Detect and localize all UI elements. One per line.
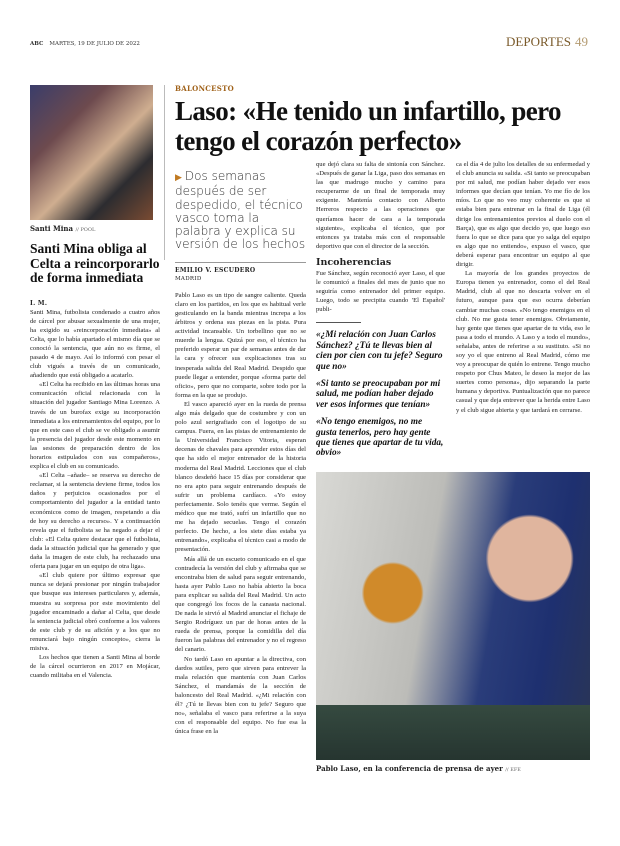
paragraph: «El Celta –añade– se reserva su derecho de reclamar, si la sentencia deviene firme, todos los daños y perjuicios ocasionados por el comportamiento del jugador a la entidad tanto económicos como de imagen, respetando a día de hoy su derecho a recurso». Y a continuación revela que el futbolista se ha negado a dejar el club: «El Celta quiere destacar que el futbolista, dada la situación judicial que ha generado y que daña la imagen de este club, ha rechazado una oferta para jugar en un equipo de otra liga». [30,472,160,571]
headline: Laso: «He tenido un infartillo, pero tengo el corazón perfecto» [175,96,561,156]
subheading: Incoherencias [316,256,392,268]
main-right-area [316,160,590,775]
main-article [175,84,590,775]
main-body-col-2 [175,291,306,737]
side-article-body [30,308,160,681]
pull-quote: «Si tanto se preocupaban por mi salud, me podían haber dejado ver esos informes que tenían» [316,379,441,410]
paragraph: Pablo Laso es un tipo de sangre caliente. Queda claro en los partidos, en los que es habitual verle gesticulando en la banda mientras increpa a los árbitros y ordena sus piezas en la pista. Pura actividad incansable. Un torbellino que no se muerde la lengua. Quizá por eso, el técnico ha preferido esperar un par de semanas antes de dar la cara y ofrecer sus explicaciones tras su inesperada salida del Real Madrid. Despido que puede llegar a entender, porque «forma parte del oficio», pero que no comparte, sobre todo por la forma en la que se produjo. [175,291,306,399]
side-article-title: Santi Mina obliga al Celta a reincorporarlo de forma inmediata [30,241,160,285]
location: MADRID [175,275,202,282]
byline: EMILIO V. ESCUDERO [175,266,256,274]
side-article [30,85,160,680]
page-header-left [30,41,140,47]
main-body-col-3 [316,160,445,314]
subtitle: ▶ Dos semanas después de ser despedido, el técnico vasco toma la palabra y explica su versión de los hechos [175,169,306,252]
paragraph: «El Celta ha recibido en las últimas horas una comunicación oficial relacionada con la situación del jugador Santiago Mina Lorenzo. A través de un burofax exige su incorporación inmediata a los entrenamientos del equipo, por lo que en este caso el club se ve obligado a asumir la presencia del jugador desde este momento en las sesiones de preparación dentro de los horarios estipulados con sus compañeros», explica el club en su comunicado. [30,381,161,471]
paragraph: que dejó clara su falta de sintonía con Sánchez. «Después de ganar la Liga, paso dos semanas en las que madrugo mucho y camino para recuperarme de un final de temporada muy exigente. Mantenía contacto con Alberto Herreros respecto a las operaciones que queríamos hacer de cara a la temporada siguiente», explicaba el técnico, que por entonces ya trataba más con el responsable deportivo que con el director de la sección. [316,161,445,250]
side-author: I. M. [30,299,48,307]
paragraph: Los hechos que tienen a Santi Mina al borde de la cárcel ocurrieron en 2017 en Mojácar, cuando militaba en el Valencia. [30,654,160,680]
arrow-icon: ▶ [175,173,182,183]
page-header-right [506,34,588,50]
main-col-2 [175,160,306,775]
paragraph: ca el día 4 de julio los detalles de su enfermedad y el club anuncia su salida. «Si tanto se preocupaban por mi salud, me podían haber dejado ver esos informes que decían que tenían. Yo me fío de los míos. Lo que no veo muy coherente es que si estaba bien para entrenar en la final de Liga (él dirige los entrenamientos previos al duelo con el Barça), que es algo que decido yo, que luego eso fuera lo que se dice para que yo salga del equipo es algo que no entiendo», expuso el vasco, que deberá esperar para encontrar un equipo al que dirigir. [456,161,590,269]
paragraph: Fue Sánchez, según reconoció ayer Laso, el que le comunicó a finales del mes de junio que no seguiría como entrenador del primer equipo. Luego, todo se precipita cuando 'El Español' publi- [316,269,445,314]
section-name: DEPORTES [506,34,571,49]
main-col-3 [316,160,445,466]
pull-quote: «No tengo enemigos, no me gusta tenerlos, pero hay gente que tienes que apartar de tu vida, obvio» [316,417,444,459]
paragraph: No tardó Laso en apuntar a la directiva, con dardos sutiles, pero que sirven para entrever la mala relación que mantenía con Juan Carlos Sánchez, el mandamás de la sección de baloncesto del Real Madrid. «¿Mi relación con él? ¿Tú te llevas bien con tu jefe? Seguro que no», señalaba el vasco para referirse a la suya con el responsable del equipo. No fue esa la única frase en la [175,655,306,736]
photo-caption: Pablo Laso, en la conferencia de prensa de ayer // EFE [316,763,521,773]
paragraph: La mayoría de los grandes proyectos de Europa tienen ya entrenador, como el del Real Madrid, club al que no descarta volver en el futuro, aunque para que eso ocurra deberían cambiar muchas cosas. «No tengo enemigos en el club. No me gusta tener enemigos. Obviamente, hay gente que tienes que apartar de tu vida, eso le pasa a todo el mundo. A Laso y a todo el mundo», señalaba, antes de referirse a su sustituto. «Si no soy yo el que entreno al Real Madrid, cómo me voy a preocupar de quién lo entrene. Tengo mucho respeto por Chus Mateo, le deseo la mejor de las suertes como persona», dijo separando la parte humana y deportiva. Puntualización que no parece casual y que deja entrever que la herida entre Laso y el club sigue abierta y que tardará en cerrarse. [456,270,590,414]
paragraph: «El club quiere por último expresar que nunca se dejará presionar por ningún trabajador que busque sus intereses particulares y, además, muestra su sorpresa por este movimiento del jugador encaminado a dañar al Celta, que desde la sentencia judicial obró conforme a los valores de este club y de su afición y a los que no renunciará bajo ningún concepto», cierra la misiva. [30,572,160,652]
brand: ABC [30,41,44,47]
page-number: 49 [575,34,588,49]
pablo-laso-photo [316,472,590,760]
divider [175,262,306,263]
santi-mina-photo [30,85,153,220]
kicker: BALONCESTO [175,84,235,93]
date: MARTES, 19 DE JULIO DE 2022 [49,41,140,47]
paragraph: Santi Mina, futbolista condenado a cuatro años de cárcel por abusar sexualmente de una mujer, ha exigido su «reincorporación inmediata» al Celta, que lo había apartado el mismo día que se conoció la sentencia, que aún no es firme, el pasado 4 de mayo. Así lo informó con pesar el club vigués a través de un comunicado, añadiendo que está obligado a acatarlo. [30,308,160,380]
divider [164,85,165,260]
paragraph: El vasco apareció ayer en la rueda de prensa algo más delgado que de costumbre y con un polo azul serigrafiado con el logotipo de su campus. Fuera, en las pistas de entrenamiento de la Universidad Francisco Vitoria, esperan decenas de chavales para aprender estos días del que ha sido el mejor entrenador de la historia moderna del Real Madrid. Lecciones que el club blanco desdeñó hace 15 días por considerar que no era apto para seguir entrenando después de sufrir un problema cardíaco. «Yo estoy perfectamente. Solo tenéis que verme. Según el médico que me trató, sufrí un infartillo que no me ha dejado secuelas. Tengo el corazón perfecto. De hecho, a los siete días estaba ya entrenando», explicaba el técnico casi a modo de presentación. [175,400,306,554]
photo-caption: Santi Mina // POOL [30,224,96,233]
pull-quotes [316,330,445,458]
pull-quote: «¿Mi relación con Juan Carlos Sánchez? ¿Tú te llevas bien al cien por cien con tu jefe? Seguro que no» [316,330,443,372]
divider [316,322,361,323]
paragraph: Más allá de un escueto comunicado en el que contradecía la versión del club y afirmaba que se encontraba bien de salud para seguir entrenando, hasta ayer Pablo Laso no había abierto la boca para explicar su salida del Real Madrid. Un acto que congregó los focos de la canasta nacional. De nada le sirvió al Madrid anunciar el fichaje de Sergio Rodríguez un par de horas antes de la rueda de prensa, porque la comidilla del día fueron las palabras del entrenador y no el regreso del canario. [175,555,306,654]
main-body-col-4 [456,160,590,415]
